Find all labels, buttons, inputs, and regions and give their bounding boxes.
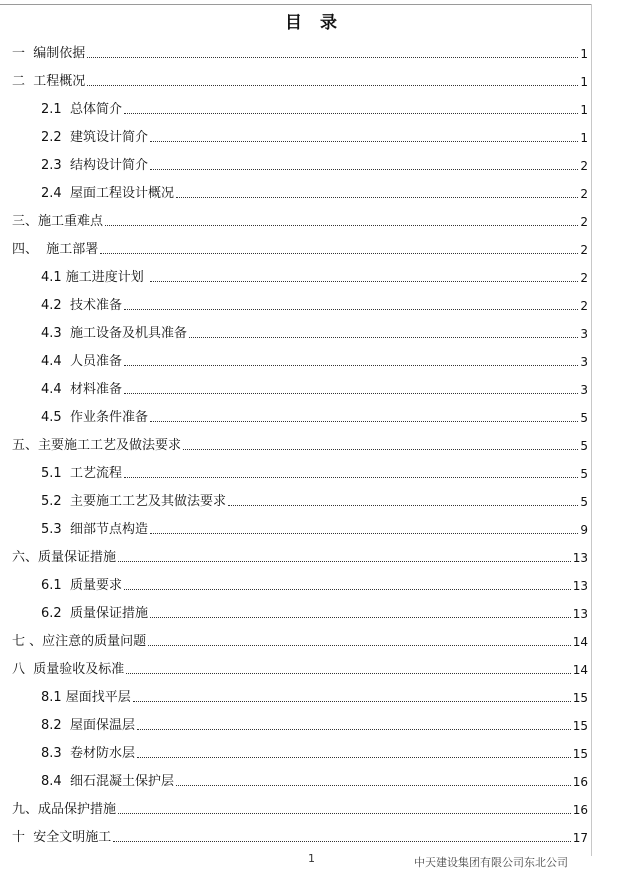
toc-entry-label: 三、施工重难点	[12, 214, 104, 229]
toc-entry-label: 四、 施工部署	[12, 242, 99, 257]
toc-entry-label: 八 质量验收及标准	[12, 662, 125, 677]
toc-entry-page: 2	[580, 215, 588, 229]
toc-entry-label: 2.1 总体简介	[41, 102, 122, 117]
toc-entry-label: 8.3 卷材防水层	[41, 746, 135, 761]
toc-entry[interactable]	[41, 266, 588, 286]
toc-entry-label: 5.1 工艺流程	[41, 466, 122, 481]
toc-entry-page: 17	[572, 831, 588, 845]
dot-leader	[118, 813, 571, 814]
toc-entry[interactable]	[41, 322, 588, 342]
toc-entry[interactable]	[41, 574, 588, 594]
dot-leader	[150, 281, 578, 282]
toc-entry-page: 2	[580, 187, 588, 201]
toc-entry-label: 4.3 施工设备及机具准备	[41, 326, 187, 341]
dot-leader	[124, 477, 578, 478]
toc-entry[interactable]	[12, 238, 588, 258]
toc-entry[interactable]	[12, 434, 588, 454]
toc-entry-label: 一 编制依据	[12, 46, 86, 61]
toc-entry-page: 13	[572, 579, 588, 593]
dot-leader	[137, 757, 571, 758]
dot-leader	[183, 449, 578, 450]
dot-leader	[189, 337, 578, 338]
toc-entry-page: 1	[580, 75, 588, 89]
dot-leader	[176, 785, 571, 786]
footer-company-name: 中天建设集团有限公司东北公司	[414, 856, 568, 869]
toc-entry-page: 13	[572, 607, 588, 621]
toc-entry-page: 1	[580, 103, 588, 117]
page-right-border	[591, 4, 592, 856]
dot-leader	[113, 841, 570, 842]
toc-entry-label: 七 、应注意的质量问题	[12, 634, 147, 649]
toc-entry[interactable]	[12, 630, 588, 650]
dot-leader	[124, 365, 578, 366]
toc-entry[interactable]	[12, 70, 588, 90]
dot-leader	[133, 701, 571, 702]
toc-entry-page: 3	[580, 383, 588, 397]
toc-entry-label: 2.4 屋面工程设计概况	[41, 186, 174, 201]
toc-entry[interactable]	[41, 602, 588, 622]
toc-entry[interactable]	[41, 742, 588, 762]
toc-entry[interactable]	[12, 658, 588, 678]
toc-entry-label: 五、主要施工工艺及做法要求	[12, 438, 182, 453]
toc-entry[interactable]	[41, 182, 588, 202]
dot-leader	[105, 225, 578, 226]
toc-entry[interactable]	[41, 714, 588, 734]
toc-entry[interactable]	[12, 42, 588, 62]
toc-entry-label: 九、成品保护措施	[12, 802, 117, 817]
toc-entry[interactable]	[41, 98, 588, 118]
toc-entry[interactable]	[41, 406, 588, 426]
toc-entry-label: 4.4 人员准备	[41, 354, 122, 369]
toc-entry-label: 4.1 施工进度计划	[41, 270, 148, 285]
dot-leader	[150, 617, 571, 618]
dot-leader	[150, 421, 578, 422]
dot-leader	[150, 533, 578, 534]
toc-entry-page: 15	[572, 719, 588, 733]
dot-leader	[124, 393, 578, 394]
toc-entry[interactable]	[12, 546, 588, 566]
dot-leader	[124, 113, 578, 114]
toc-entry[interactable]	[41, 350, 588, 370]
toc-entry[interactable]	[41, 518, 588, 538]
toc-entry-page: 5	[580, 411, 588, 425]
dot-leader	[126, 673, 570, 674]
toc-entry-page: 2	[580, 299, 588, 313]
toc-entry-page: 3	[580, 327, 588, 341]
toc-entry-page: 14	[572, 635, 588, 649]
toc-entry-page: 5	[580, 495, 588, 509]
toc-entry[interactable]	[41, 462, 588, 482]
dot-leader	[124, 309, 578, 310]
toc-entry-page: 15	[572, 747, 588, 761]
page-top-border	[0, 4, 592, 5]
dot-leader	[150, 169, 578, 170]
toc-entry-label: 8.1 屋面找平层	[41, 690, 131, 705]
dot-leader	[148, 645, 571, 646]
toc-entry[interactable]	[41, 154, 588, 174]
toc-entry-label: 5.2 主要施工工艺及其做法要求	[41, 494, 226, 509]
dot-leader	[137, 729, 571, 730]
dot-leader	[176, 197, 578, 198]
toc-entry-label: 2.2 建筑设计简介	[41, 130, 148, 145]
toc-entry[interactable]	[12, 210, 588, 230]
toc-entry-label: 8.2 屋面保温层	[41, 718, 135, 733]
toc-entry-label: 8.4 细石混凝土保护层	[41, 774, 174, 789]
toc-entry-label: 2.3 结构设计简介	[41, 158, 148, 173]
dot-leader	[150, 141, 578, 142]
toc-entry-label: 5.3 细部节点构造	[41, 522, 148, 537]
toc-entry[interactable]	[41, 770, 588, 790]
toc-entry-page: 5	[580, 467, 588, 481]
toc-entry-page: 1	[580, 131, 588, 145]
dot-leader	[87, 57, 578, 58]
footer-page-number: 1	[308, 852, 315, 865]
toc-entry-label: 6.2 质量保证措施	[41, 606, 148, 621]
toc-entry[interactable]	[41, 378, 588, 398]
dot-leader	[87, 85, 578, 86]
toc-entry-page: 2	[580, 243, 588, 257]
dot-leader	[118, 561, 571, 562]
page-footer	[0, 852, 628, 869]
toc-entry-page: 1	[580, 47, 588, 61]
toc-entry-page: 2	[580, 159, 588, 173]
toc-entry-page: 15	[572, 691, 588, 705]
toc-entry[interactable]	[41, 294, 588, 314]
toc-entry-label: 六、质量保证措施	[12, 550, 117, 565]
toc-entry-page: 2	[580, 271, 588, 285]
dot-leader	[100, 253, 578, 254]
toc-entry[interactable]	[41, 686, 588, 706]
toc-entry[interactable]	[12, 826, 588, 846]
toc-entry-page: 5	[580, 439, 588, 453]
toc-entry-page: 14	[572, 663, 588, 677]
toc-entry-page: 3	[580, 355, 588, 369]
toc-entry[interactable]	[41, 126, 588, 146]
toc-entry-label: 二 工程概况	[12, 74, 86, 89]
dot-leader	[124, 589, 571, 590]
toc-entry-page: 16	[572, 775, 588, 789]
toc-entry-page: 13	[572, 551, 588, 565]
toc-entry-label: 6.1 质量要求	[41, 578, 122, 593]
dot-leader	[228, 505, 578, 506]
toc-entry[interactable]	[12, 798, 588, 818]
toc-entry[interactable]	[41, 490, 588, 510]
toc-entry-label: 4.4 材料准备	[41, 382, 122, 397]
toc-title: 目 录	[285, 13, 343, 33]
toc-entry-label: 4.5 作业条件准备	[41, 410, 148, 425]
toc-entry-page: 9	[580, 523, 588, 537]
toc-entry-page: 16	[572, 803, 588, 817]
toc-entry-label: 4.2 技术准备	[41, 298, 122, 313]
toc-entry-label: 十 安全文明施工	[12, 830, 112, 845]
